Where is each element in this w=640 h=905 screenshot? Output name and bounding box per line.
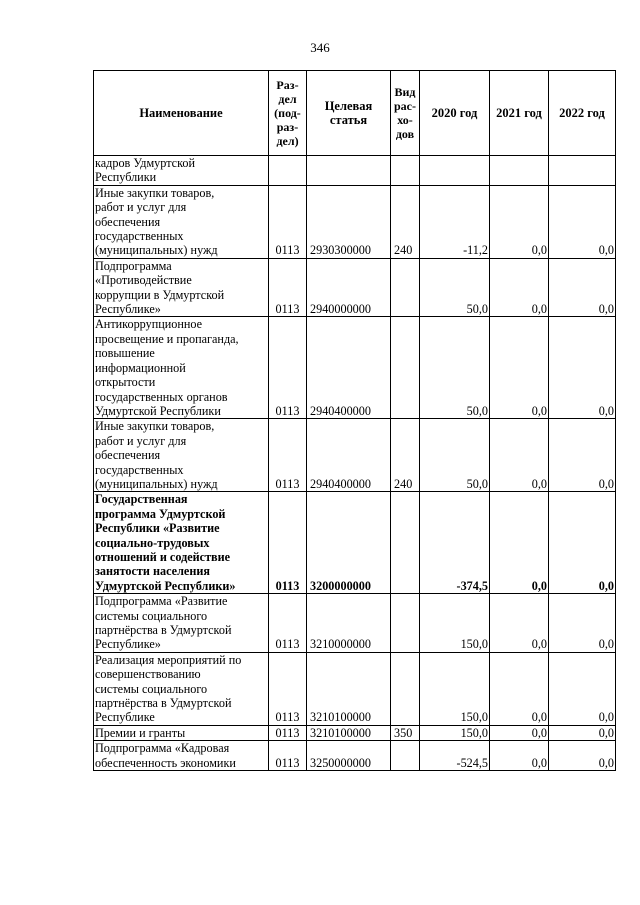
row-name-line: системы социального — [95, 681, 208, 696]
row-expense — [391, 317, 420, 419]
row-name-line: Республике» — [95, 637, 161, 652]
row-2020: 50,0 — [420, 419, 490, 492]
row-name-line: «Противодействие — [95, 273, 192, 288]
table-row — [94, 419, 616, 492]
row-name-line: обеспеченность экономики — [95, 755, 236, 770]
row-name-line: открытости — [95, 375, 156, 390]
row-2020: 150,0 — [420, 594, 490, 653]
row-name — [94, 185, 269, 258]
row-2022 — [549, 156, 616, 186]
row-expense: 240 — [391, 185, 420, 258]
row-2021: 0,0 — [490, 741, 549, 771]
row-expense — [391, 492, 420, 594]
header-expense: Вид рас- хо- дов — [391, 71, 420, 156]
row-2022: 0,0 — [549, 725, 616, 740]
row-name-line: Подпрограмма «Развитие — [95, 594, 228, 609]
row-2022: 0,0 — [549, 594, 616, 653]
row-section: 0113 — [269, 652, 307, 725]
table-row — [94, 156, 616, 186]
table-row — [94, 258, 616, 317]
table-row — [94, 652, 616, 725]
header-2022: 2022 год — [549, 71, 616, 156]
row-name-line: информационной — [95, 360, 186, 375]
row-article: 2940400000 — [307, 419, 391, 492]
row-2022: 0,0 — [549, 492, 616, 594]
row-name-line: Антикоррупционное — [95, 317, 203, 332]
table-header-row — [94, 71, 616, 156]
row-name — [94, 492, 269, 594]
row-2021 — [490, 156, 549, 186]
row-article: 2930300000 — [307, 185, 391, 258]
row-name-line: государственных — [95, 229, 184, 244]
row-2020 — [420, 156, 490, 186]
row-name-line: (муниципальных) нужд — [95, 243, 218, 258]
row-section: 0113 — [269, 492, 307, 594]
row-2020: -524,5 — [420, 741, 490, 771]
row-name — [94, 652, 269, 725]
row-name-line: программа Удмуртской — [95, 506, 226, 521]
row-expense — [391, 156, 420, 186]
row-name-line: Иные закупки товаров, — [95, 419, 215, 434]
row-name-line: Подпрограмма — [95, 258, 172, 273]
row-section: 0113 — [269, 594, 307, 653]
row-name-line: работ и услуг для — [95, 433, 187, 448]
row-name-line: системы социального — [95, 608, 208, 623]
row-name-line: Реализация мероприятий по — [95, 652, 242, 667]
row-section — [269, 156, 307, 186]
table-row — [94, 725, 616, 740]
row-name-line: социально-трудовых — [95, 535, 210, 550]
row-name-line: коррупции в Удмуртской — [95, 287, 225, 302]
row-2020: 50,0 — [420, 258, 490, 317]
header-2021: 2021 год — [490, 71, 549, 156]
row-name-line: Республики «Развитие — [95, 521, 220, 536]
header-article: Целевая статья — [307, 71, 391, 156]
row-name-line: партнёрства в Удмуртской — [95, 623, 232, 637]
row-2020: -374,5 — [420, 492, 490, 594]
table-body — [94, 156, 616, 771]
row-2022: 0,0 — [549, 317, 616, 419]
row-2020: 50,0 — [420, 317, 490, 419]
row-section: 0113 — [269, 258, 307, 317]
row-name-line: Республике — [95, 710, 155, 725]
row-2021: 0,0 — [490, 258, 549, 317]
row-name-line: Республики — [95, 170, 157, 185]
row-article: 3200000000 — [307, 492, 391, 594]
row-name-line: отношений и содействие — [95, 549, 231, 564]
row-article: 3210100000 — [307, 652, 391, 725]
row-name-line: обеспечения — [95, 448, 161, 463]
page-number: 346 — [310, 40, 330, 55]
row-name — [94, 594, 269, 653]
row-name — [94, 258, 269, 317]
row-expense — [391, 258, 420, 317]
row-2020: -11,2 — [420, 185, 490, 258]
row-name-line: партнёрства в Удмуртской — [95, 696, 232, 711]
row-article: 3250000000 — [307, 741, 391, 771]
row-2021: 0,0 — [490, 419, 549, 492]
row-2021: 0,0 — [490, 185, 549, 258]
row-name — [94, 317, 269, 419]
row-2021: 0,0 — [490, 725, 549, 740]
row-name-line: (муниципальных) нужд — [95, 476, 218, 491]
row-section: 0113 — [269, 317, 307, 419]
row-name-line: государственных — [95, 462, 184, 477]
row-section: 0113 — [269, 725, 307, 740]
row-2021: 0,0 — [490, 652, 549, 725]
row-name-line: Республике» — [95, 302, 161, 317]
table-row — [94, 741, 616, 771]
header-name: Наименование — [94, 71, 269, 156]
row-2021: 0,0 — [490, 492, 549, 594]
row-article: 2940400000 — [307, 317, 391, 419]
row-name — [94, 156, 269, 186]
row-name-line: Премии и гранты — [95, 725, 186, 740]
row-expense — [391, 594, 420, 653]
row-expense — [391, 652, 420, 725]
row-2022: 0,0 — [549, 419, 616, 492]
row-article: 3210000000 — [307, 594, 391, 653]
row-2021: 0,0 — [490, 594, 549, 653]
row-2022: 0,0 — [549, 258, 616, 317]
table-row — [94, 185, 616, 258]
row-name-line: обеспечения — [95, 214, 161, 229]
header-2020: 2020 год — [420, 71, 490, 156]
row-name-line: Подпрограмма «Кадровая — [95, 741, 230, 756]
row-name-line: Удмуртской Республики — [95, 403, 221, 418]
table-row — [94, 492, 616, 594]
row-name-line: повышение — [95, 346, 155, 361]
row-2021: 0,0 — [490, 317, 549, 419]
row-2020: 150,0 — [420, 652, 490, 725]
row-name-line: Государственная — [95, 492, 188, 507]
row-article: 2940000000 — [307, 258, 391, 317]
row-article — [307, 156, 391, 186]
row-name — [94, 419, 269, 492]
row-section: 0113 — [269, 741, 307, 771]
row-2022: 0,0 — [549, 741, 616, 771]
row-name-line: Удмуртской Республики» — [95, 578, 236, 593]
row-name-line: занятости населения — [95, 564, 210, 579]
row-2020: 150,0 — [420, 725, 490, 740]
row-name-line: работ и услуг для — [95, 200, 187, 215]
row-name-line: государственных органов — [95, 389, 228, 404]
row-name — [94, 741, 269, 771]
row-section: 0113 — [269, 185, 307, 258]
row-name-line: Иные закупки товаров, — [95, 185, 215, 200]
row-article: 3210100000 — [307, 725, 391, 740]
table-row — [94, 317, 616, 419]
row-name-line: просвещение и пропаганда, — [95, 331, 239, 346]
row-2022: 0,0 — [549, 652, 616, 725]
row-expense: 350 — [391, 725, 420, 740]
row-2022: 0,0 — [549, 185, 616, 258]
row-name-line: совершенствованию — [95, 667, 201, 682]
header-section: Раз- дел (под- раз- дел) — [269, 71, 307, 156]
row-expense: 240 — [391, 419, 420, 492]
row-name — [94, 725, 269, 740]
table-row — [94, 594, 616, 653]
budget-table — [93, 70, 616, 771]
row-section: 0113 — [269, 419, 307, 492]
row-expense — [391, 741, 420, 771]
row-name-line: кадров Удмуртской — [95, 156, 195, 170]
